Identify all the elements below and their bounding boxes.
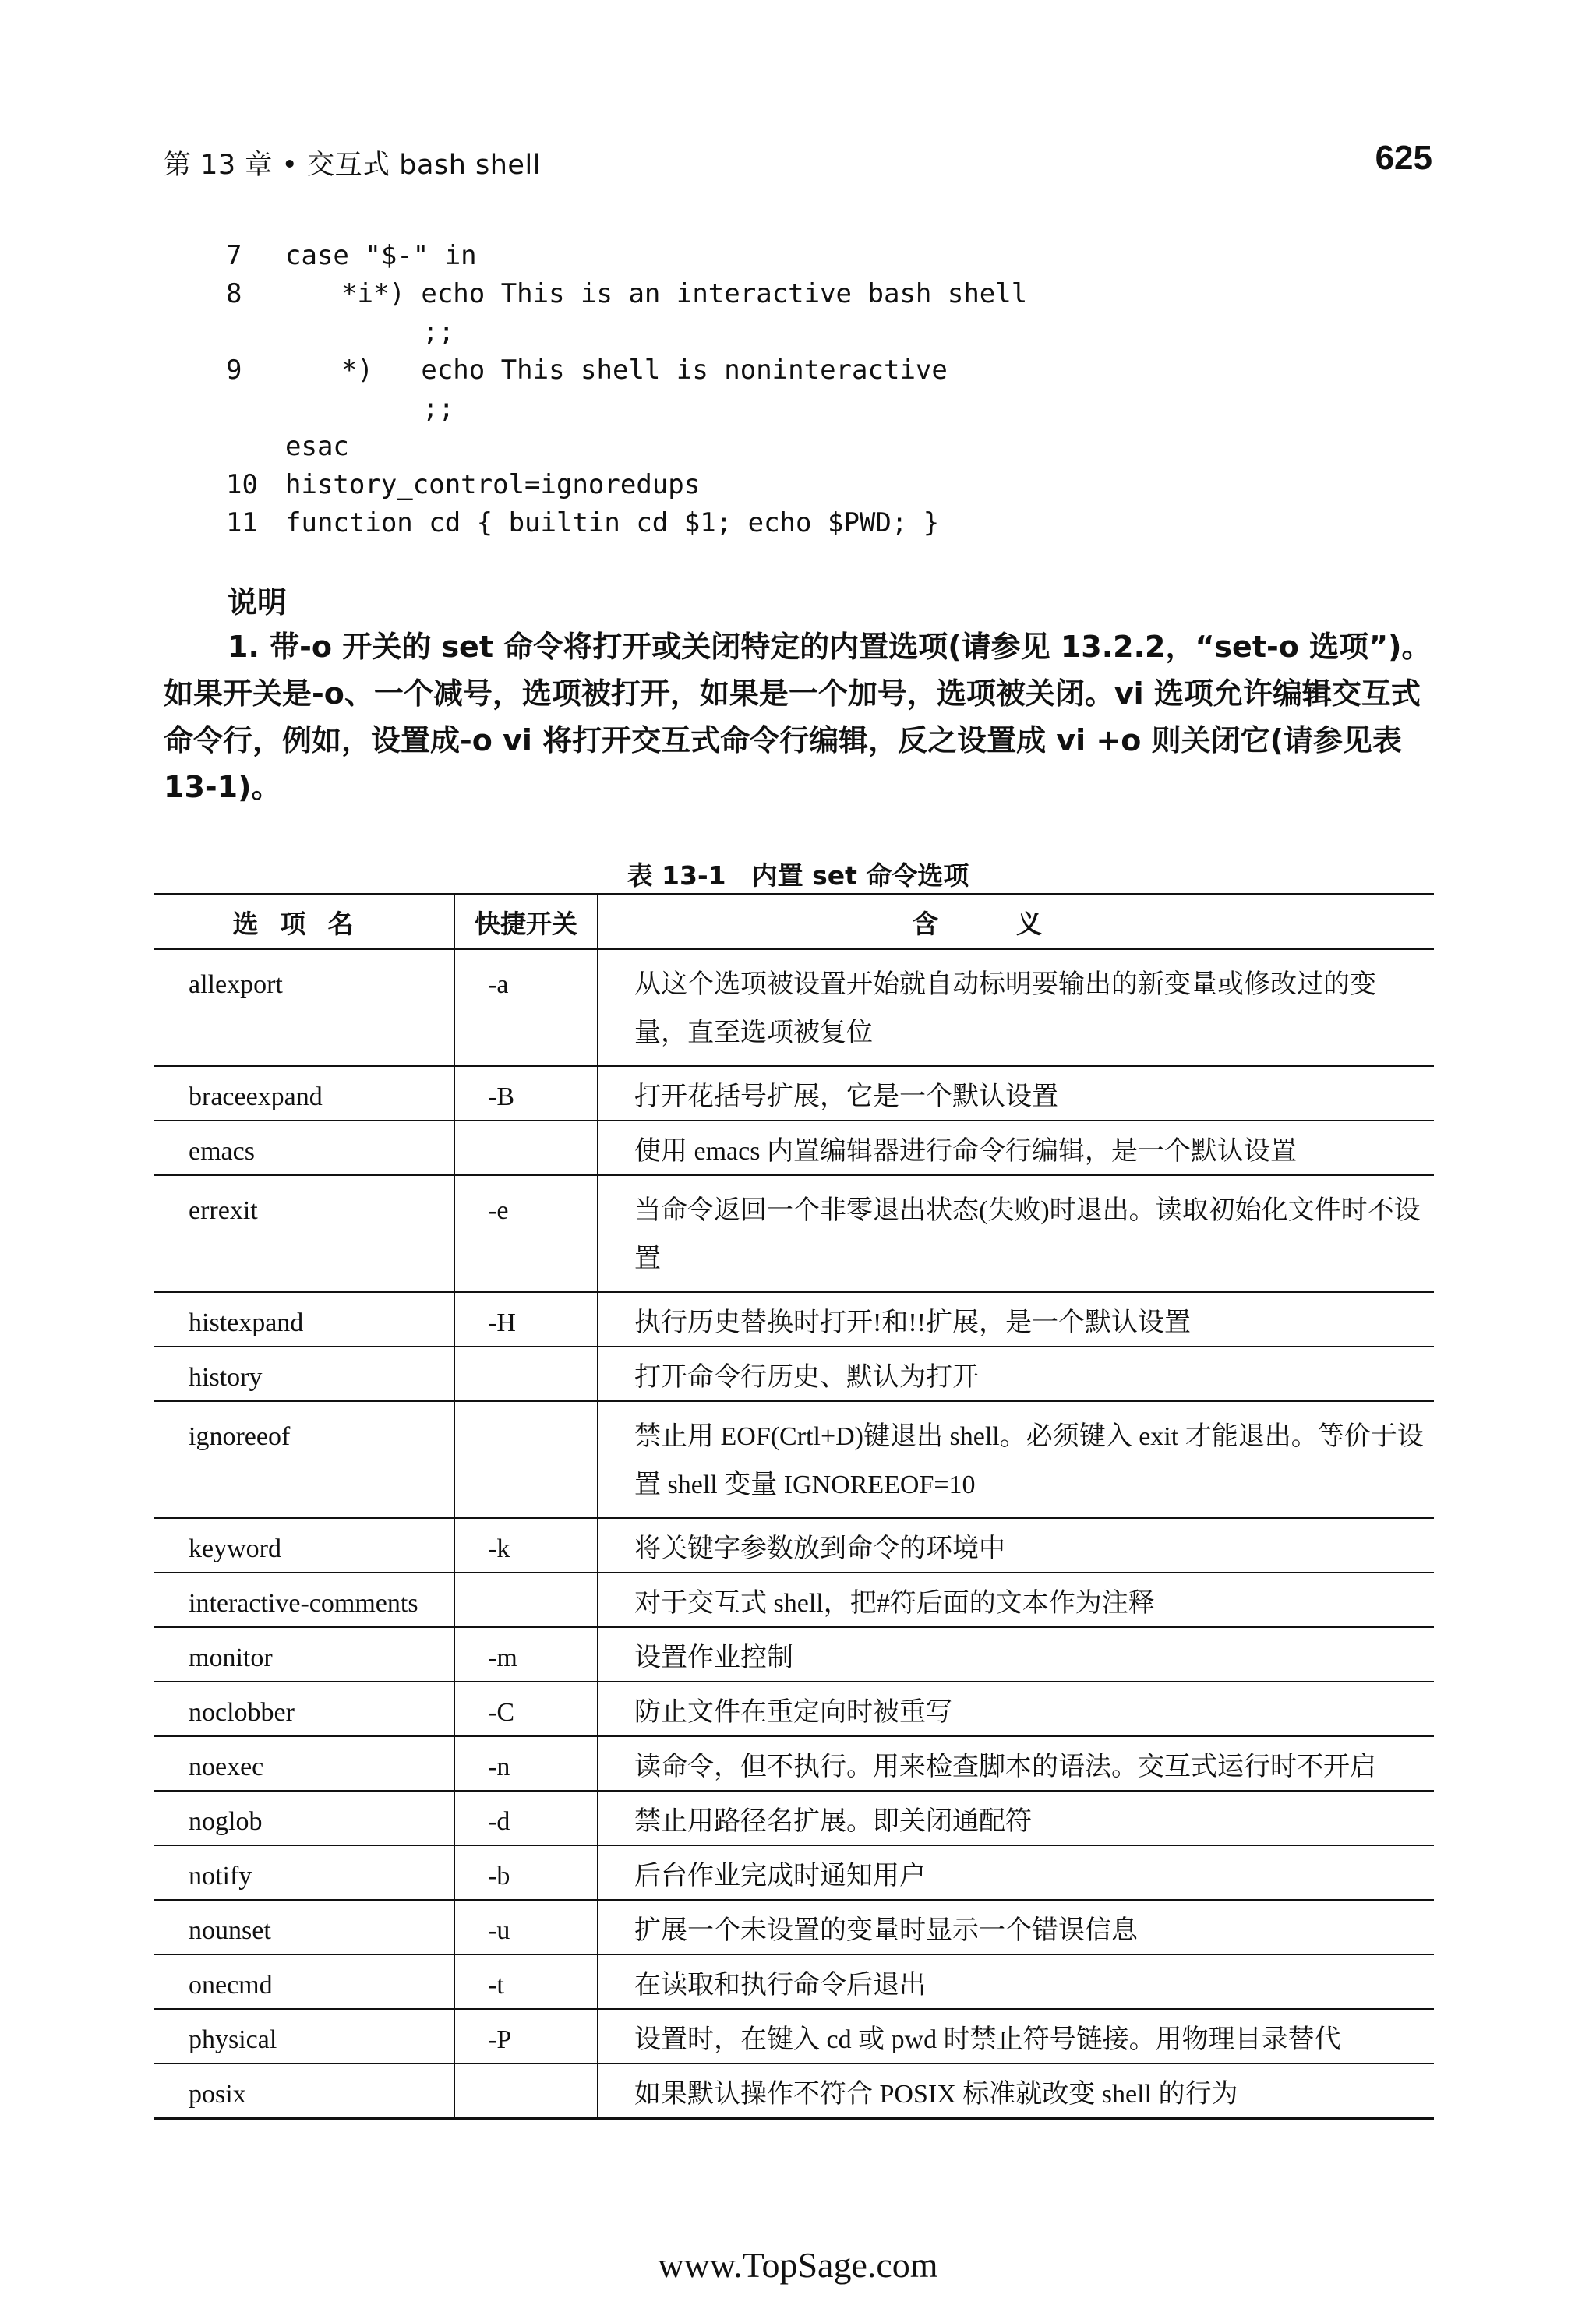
option-meaning: 防止文件在重定向时被重写 xyxy=(598,1682,1434,1736)
option-meaning: 如果默认操作不符合 POSIX 标准就改变 shell 的行为 xyxy=(598,2064,1434,2119)
table-row xyxy=(154,2009,1434,2064)
code-text: *i*) echo This is an interactive bash shell xyxy=(341,278,1028,309)
note-heading: 说明 xyxy=(228,585,288,620)
option-switch: -m xyxy=(454,1627,598,1682)
code-line xyxy=(226,237,1434,275)
line-number: 10 xyxy=(226,469,258,500)
table-row xyxy=(154,949,1434,1066)
option-meaning: 打开花括号扩展，它是一个默认设置 xyxy=(598,1066,1434,1121)
option-name: nounset xyxy=(154,1900,454,1954)
option-name: braceexpand xyxy=(154,1066,454,1121)
option-name: history xyxy=(154,1347,454,1401)
table-row xyxy=(154,1518,1434,1573)
option-switch: -B xyxy=(454,1066,598,1121)
option-meaning: 当命令返回一个非零退出状态(失败)时退出。读取初始化文件时不设置 xyxy=(598,1175,1434,1292)
code-line xyxy=(226,504,1434,542)
table-row xyxy=(154,1900,1434,1954)
line-number: 7 xyxy=(226,240,242,271)
table-row xyxy=(154,1175,1434,1292)
code-line xyxy=(226,390,1434,428)
option-meaning: 读命令，但不执行。用来检查脚本的语法。交互式运行时不开启 xyxy=(598,1736,1434,1791)
code-line xyxy=(226,275,1434,313)
option-meaning: 在读取和执行命令后退出 xyxy=(598,1954,1434,2009)
table-row xyxy=(154,1954,1434,2009)
page-number: 625 xyxy=(1375,139,1432,177)
option-switch: -u xyxy=(454,1900,598,1954)
table-row xyxy=(154,1401,1434,1518)
option-name: interactive-comments xyxy=(154,1573,454,1627)
column-header-meaning: 含义 xyxy=(598,895,1434,950)
option-meaning: 将关键字参数放到命令的环境中 xyxy=(598,1518,1434,1573)
code-text: function cd { builtin cd $1; echo $PWD; } xyxy=(285,507,940,538)
code-text: case "$-" in xyxy=(285,240,477,271)
code-text: history_control=ignoredups xyxy=(285,469,701,500)
line-number: 8 xyxy=(226,278,242,309)
option-name: noexec xyxy=(154,1736,454,1791)
option-meaning: 设置时，在键入 cd 或 pwd 时禁止符号链接。用物理目录替代 xyxy=(598,2009,1434,2064)
option-meaning: 对于交互式 shell，把#符后面的文本作为注释 xyxy=(598,1573,1434,1627)
option-meaning: 禁止用路径名扩展。即关闭通配符 xyxy=(598,1791,1434,1845)
option-switch: -b xyxy=(454,1845,598,1900)
column-header-option-name: 选项名 xyxy=(154,895,454,950)
option-switch: -n xyxy=(454,1736,598,1791)
table-row xyxy=(154,1845,1434,1900)
option-switch: -P xyxy=(454,2009,598,2064)
option-switch xyxy=(454,1401,598,1518)
table-row xyxy=(154,1121,1434,1175)
option-meaning: 打开命令行历史、默认为打开 xyxy=(598,1347,1434,1401)
option-name: monitor xyxy=(154,1627,454,1682)
option-switch: -a xyxy=(454,949,598,1066)
option-switch: -d xyxy=(454,1791,598,1845)
option-switch: -k xyxy=(454,1518,598,1573)
table-row xyxy=(154,1682,1434,1736)
option-name: emacs xyxy=(154,1121,454,1175)
table-row xyxy=(154,1292,1434,1347)
line-number: 11 xyxy=(226,507,258,538)
option-meaning: 后台作业完成时通知用户 xyxy=(598,1845,1434,1900)
option-name: physical xyxy=(154,2009,454,2064)
code-text: ;; xyxy=(422,316,454,348)
option-meaning: 执行历史替换时打开!和!!扩展，是一个默认设置 xyxy=(598,1292,1434,1347)
option-name: noglob xyxy=(154,1791,454,1845)
option-meaning: 禁止用 EOF(Crtl+D)键退出 shell。必须键入 exit 才能退出。等价于设置 shell 变量 IGNOREEOF=10 xyxy=(598,1401,1434,1518)
page-header xyxy=(164,139,1432,185)
option-switch: -e xyxy=(454,1175,598,1292)
option-meaning: 扩展一个未设置的变量时显示一个错误信息 xyxy=(598,1900,1434,1954)
chapter-title: 第 13 章 • 交互式 bash shell xyxy=(164,150,541,181)
option-name: noclobber xyxy=(154,1682,454,1736)
table-row xyxy=(154,1736,1434,1791)
footer-watermark: www.TopSage.com xyxy=(658,2245,938,2285)
note-paragraph: 1. 带-o 开关的 set 命令将打开或关闭特定的内置选项(请参见 13.2.2，“set-o 选项”)。如果开关是-o、一个减号，选项被打开，如果是一个加号，选项被关闭。vi 选项允许编辑交互式命令行，例如，设置成-o vi 将打开交互式命令行编辑，反之设置成 vi +o 则关闭它(请参见表 13-1)。 xyxy=(164,630,1432,804)
option-meaning: 使用 emacs 内置编辑器进行命令行编辑，是一个默认设置 xyxy=(598,1121,1434,1175)
code-listing xyxy=(226,237,1434,542)
option-switch xyxy=(454,1121,598,1175)
code-line xyxy=(226,313,1434,351)
option-switch xyxy=(454,1347,598,1401)
line-number: 9 xyxy=(226,355,242,386)
table-caption: 表 13-1 内置 set 命令选项 xyxy=(627,860,969,891)
option-switch: -H xyxy=(454,1292,598,1347)
option-name: ignoreeof xyxy=(154,1401,454,1518)
table-row xyxy=(154,1066,1434,1121)
option-switch xyxy=(454,2064,598,2119)
code-line xyxy=(226,428,1434,466)
code-text: *) echo This shell is noninteractive xyxy=(341,355,948,386)
option-switch xyxy=(454,1573,598,1627)
code-text: esac xyxy=(285,431,349,462)
column-header-switch: 快捷开关 xyxy=(454,895,598,950)
option-name: onecmd xyxy=(154,1954,454,2009)
option-name: errexit xyxy=(154,1175,454,1292)
code-text: ;; xyxy=(422,393,454,424)
option-name: notify xyxy=(154,1845,454,1900)
option-switch: -t xyxy=(454,1954,598,2009)
option-name: allexport xyxy=(154,949,454,1066)
option-meaning: 设置作业控制 xyxy=(598,1627,1434,1682)
option-name: posix xyxy=(154,2064,454,2119)
option-switch: -C xyxy=(454,1682,598,1736)
table-row xyxy=(154,1347,1434,1401)
table-row xyxy=(154,1627,1434,1682)
option-name: histexpand xyxy=(154,1292,454,1347)
table-row xyxy=(154,2064,1434,2119)
table-row xyxy=(154,1791,1434,1845)
code-line xyxy=(226,351,1434,390)
table-row xyxy=(154,1573,1434,1627)
option-meaning: 从这个选项被设置开始就自动标明要输出的新变量或修改过的变量，直至选项被复位 xyxy=(598,949,1434,1066)
code-line xyxy=(226,466,1434,504)
option-name: keyword xyxy=(154,1518,454,1573)
set-options-table xyxy=(154,893,1434,2120)
table-header-row xyxy=(154,895,1434,950)
